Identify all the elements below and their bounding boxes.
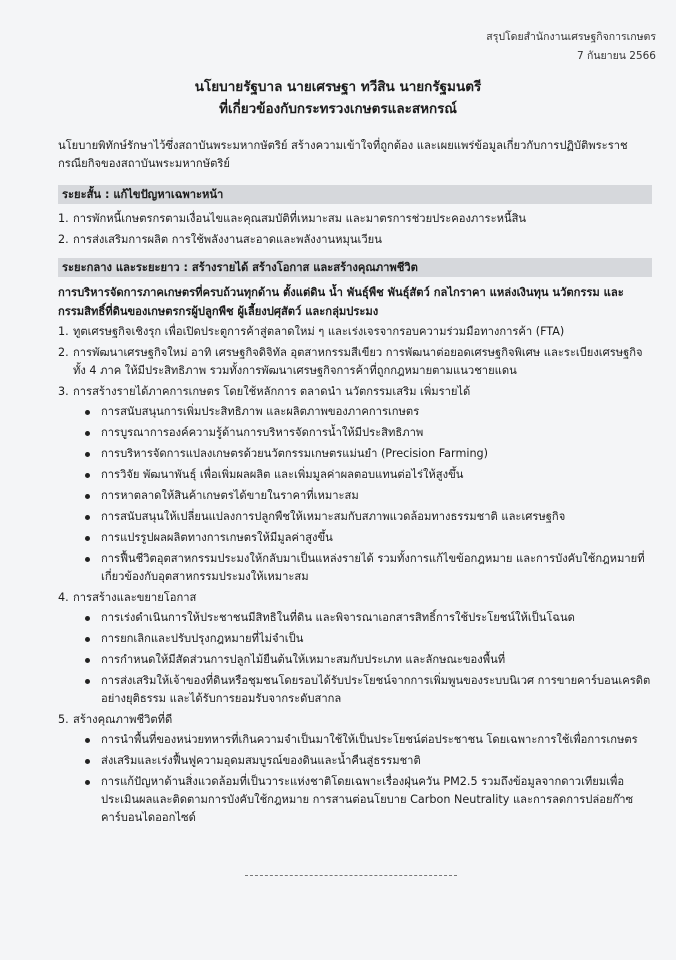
bullet-item: การบริหารจัดการแปลงเกษตรด้วยนวัตกรรมเกษตรแม่นยำ (Precision Farming)	[73, 445, 652, 463]
bullet-icon	[85, 658, 90, 663]
document-title	[0, 76, 676, 120]
bullet-icon	[85, 452, 90, 457]
list-item: 4. การสร้างและขยายโอกาส การเร่งดำเนินการให้ประชาชนมีสิทธิในที่ดิน และพิจารณาเอกสารสิทธิ์การใช้ประโยชน์ให้เป็นโฉนด การยกเลิกและปรับปรุงกฎหมายที่ไม่จำเป็น การกำหนดให้มีสัดส่วนการปลูกไม้ยืนต้นให้เหมาะสมกับประเภท และลักษณะของพื้นที่ การส่งเสริมให้เจ้าของที่ดินหรือชุมชนโดยรอบได้รับประโยชน์จากการเพิ่มพูนของระบบนิเวศ การขายคาร์บอนเครดิตอย่างยุติธรรม และได้รับการยอมรับจากระดับสากล	[58, 589, 652, 708]
list-item: 2. การส่งเสริมการผลิต การใช้พลังงานสะอาดและพลังงานหมุนเวียน	[58, 233, 382, 246]
bullet-icon	[85, 637, 90, 642]
bullet-icon	[85, 738, 90, 743]
bullet-list	[73, 731, 652, 827]
bullet-icon	[85, 780, 90, 785]
document-header	[486, 28, 656, 66]
bullet-icon	[85, 557, 90, 562]
list-item: 1. ทูตเศรษฐกิจเชิงรุก เพื่อเปิดประตูการค้าสู่ตลาดใหม่ ๆ และเร่งเจรจากรอบความร่วมมือทางการค้า (FTA)	[58, 325, 565, 338]
title-line-2: ที่เกี่ยวข้องกับกระทรวงเกษตรและสหกรณ์	[219, 101, 457, 117]
bullet-item: การฟื้นชีวิตอุตสาหกรรมประมงให้กลับมาเป็นแหล่งรายได้ รวมทั้งการแก้ไขข้อกฎหมาย และการบังคับใช้กฎหมายที่เกี่ยวข้องกับอุตสาหกรรมประมงให้เหมาะสม	[73, 550, 652, 586]
bullet-item: การวิจัย พัฒนาพันธุ์ เพื่อเพิ่มผลผลิต และเพิ่มมูลค่าผลตอบแทนต่อไร่ให้สูงขึ้น	[73, 466, 652, 484]
bullet-icon	[85, 536, 90, 541]
list-item: 1. การพักหนี้เกษตรกรตามเงื่อนไขและคุณสมบัติที่เหมาะสม และมาตรการช่วยประคองภาระหนี้สิน	[58, 212, 527, 225]
document-body	[58, 137, 652, 830]
bullet-item: การยกเลิกและปรับปรุงกฎหมายที่ไม่จำเป็น	[73, 630, 652, 648]
short-term-heading: ระยะสั้น : แก้ไขปัญหาเฉพาะหน้า	[58, 185, 652, 204]
bullet-icon	[85, 679, 90, 684]
bullet-item: การแก้ปัญหาด้านสิ่งแวดล้อมที่เป็นวาระแห่งชาติโดยเฉพาะเรื่องฝุ่นควัน PM2.5 รวมถึงข้อมูลจากดาวเทียมเพื่อประเมินผลและติดตามการบังคับใช้กฎหมาย การสานต่อนโยบาย Carbon Neutrality และการลดการปล่อยก๊าซคาร์บอนไดออกไซด์	[73, 773, 652, 827]
bullet-item: การเร่งดำเนินการให้ประชาชนมีสิทธิในที่ดิน และพิจารณาเอกสารสิทธิ์การใช้ประโยชน์ให้เป็นโฉนด	[73, 609, 652, 627]
intro-paragraph: นโยบายพิทักษ์รักษาไว้ซึ่งสถาบันพระมหากษัตริย์ สร้างความเข้าใจที่ถูกต้อง และเผยแพร่ข้อมูลเกี่ยวกับการปฏิบัติพระราชกรณียกิจของสถาบันพระมหากษัตริย์	[58, 139, 628, 170]
mid-long-term-heading: ระยะกลาง และระยะยาว : สร้างรายได้ สร้างโอกาส และสร้างคุณภาพชีวิต	[58, 258, 652, 277]
mid-long-term-list	[58, 323, 652, 827]
bullet-item: ส่งเสริมและเร่งฟื้นฟูความอุดมสมบูรณ์ของดินและน้ำคืนสู่ธรรมชาติ	[73, 752, 652, 770]
source-line: สรุปโดยสำนักงานเศรษฐกิจการเกษตร	[486, 31, 656, 43]
list-item: 5. สร้างคุณภาพชีวิตที่ดี การนำพื้นที่ของหน่วยทหารที่เกินความจำเป็นมาใช้ให้เป็นประโยชน์ต่อประชาชน โดยเฉพาะการใช้เพื่อการเกษตร ส่งเสริมและเร่งฟื้นฟูความอุดมสมบูรณ์ของดินและน้ำคืนสู่ธรรมชาติ การแก้ปัญหาด้านสิ่งแวดล้อมที่เป็นวาระแห่งชาติโดยเฉพาะเรื่องฝุ่นควัน PM2.5 รวมถึงข้อมูลจากดาวเทียมเพื่อประเมินผลและติดตามการบังคับใช้กฎหมาย การสานต่อนโยบาย Carbon Neutrality และการลดการปล่อยก๊าซคาร์บอนไดออกไซด์	[58, 711, 652, 827]
short-term-list	[58, 210, 652, 249]
bullet-icon	[85, 431, 90, 436]
bullet-icon	[85, 473, 90, 478]
bullet-item: การส่งเสริมให้เจ้าของที่ดินหรือชุมชนโดยรอบได้รับประโยชน์จากการเพิ่มพูนของระบบนิเวศ การขายคาร์บอนเครดิตอย่างยุติธรรม และได้รับการยอมรับจากระดับสากล	[73, 672, 652, 708]
bullet-icon	[85, 410, 90, 415]
mid-long-term-lead: การบริหารจัดการภาคเกษตรที่ครบถ้วนทุกด้าน ตั้งแต่ดิน น้ำ พันธุ์พืช พันธุ์สัตว์ กลไกราคา แหล่งเงินทุน นวัตกรรม และกรรมสิทธิ์ที่ดินของเกษตรกรผู้ปลูกพืช ผู้เลี้ยงปศุสัตว์ และกลุ่มประมง	[58, 286, 624, 318]
bullet-icon	[85, 515, 90, 520]
list-item: 3. การสร้างรายได้ภาคการเกษตร โดยใช้หลักการ ตลาดนำ นวัตกรรมเสริม เพิ่มรายได้ การสนับสนุนการเพิ่มประสิทธิภาพ และผลิตภาพของภาคการเกษตร การบูรณาการองค์ความรู้ด้านการบริหารจัดการน้ำให้มีประสิทธิภาพ การบริหารจัดการแปลงเกษตรด้วยนวัตกรรมเกษตรแม่นยำ (Precision Farming) การวิจัย พัฒนาพันธุ์ เพื่อเพิ่มผลผลิต และเพิ่มมูลค่าผลตอบแทนต่อไร่ให้สูงขึ้น การหาตลาดให้สินค้าเกษตรได้ขายในราคาที่เหมาะสม การสนับสนุนให้เปลี่ยนแปลงการปลูกพืชให้เหมาะสมกับสภาพแวดล้อมทางธรรมชาติ และเศรษฐกิจ การแปรรูปผลผลิตทางการเกษตรให้มีมูลค่าสูงขึ้น การฟื้นชีวิตอุตสาหกรรมประมงให้กลับมาเป็นแหล่งรายได้ รวมทั้งการแก้ไขข้อกฎหมาย และการบังคับใช้กฎหมายที่เกี่ยวข้องกับอุตสาหกรรมประมงให้เหมาะสม	[58, 383, 652, 586]
bullet-icon	[85, 759, 90, 764]
bullet-item: การหาตลาดให้สินค้าเกษตรได้ขายในราคาที่เหมาะสม	[73, 487, 652, 505]
bullet-item: การสนับสนุนให้เปลี่ยนแปลงการปลูกพืชให้เหมาะสมกับสภาพแวดล้อมทางธรรมชาติ และเศรษฐกิจ	[73, 508, 652, 526]
document-date: 7 กันยายน 2566	[577, 50, 656, 62]
title-line-1: นโยบายรัฐบาล นายเศรษฐา ทวีสิน นายกรัฐมนตรี	[194, 79, 482, 95]
bullet-icon	[85, 494, 90, 499]
bullet-item: การสนับสนุนการเพิ่มประสิทธิภาพ และผลิตภาพของภาคการเกษตร	[73, 403, 652, 421]
bullet-list	[73, 609, 652, 708]
bullet-icon	[85, 616, 90, 621]
list-item: 2. การพัฒนาเศรษฐกิจใหม่ อาทิ เศรษฐกิจดิจิทัล อุตสาหกรรมสีเขียว การพัฒนาต่อยอดเศรษฐกิจพิเศษ และระเบียงเศรษฐกิจทั้ง 4 ภาค ให้มีประสิทธิภาพ รวมทั้งการพัฒนาเศรษฐกิจการค้าที่ถูกกฎหมายตามแนวชายแดน	[58, 346, 643, 377]
bullet-item: การกำหนดให้มีสัดส่วนการปลูกไม้ยืนต้นให้เหมาะสมกับประเภท และลักษณะของพื้นที่	[73, 651, 652, 669]
bullet-item: การบูรณาการองค์ความรู้ด้านการบริหารจัดการน้ำให้มีประสิทธิภาพ	[73, 424, 652, 442]
bullet-item: การนำพื้นที่ของหน่วยทหารที่เกินความจำเป็นมาใช้ให้เป็นประโยชน์ต่อประชาชน โดยเฉพาะการใช้เพื่อการเกษตร	[73, 731, 652, 749]
bullet-item: การแปรรูปผลผลิตทางการเกษตรให้มีมูลค่าสูงขึ้น	[73, 529, 652, 547]
end-separator	[245, 875, 457, 876]
bullet-list	[73, 403, 652, 586]
